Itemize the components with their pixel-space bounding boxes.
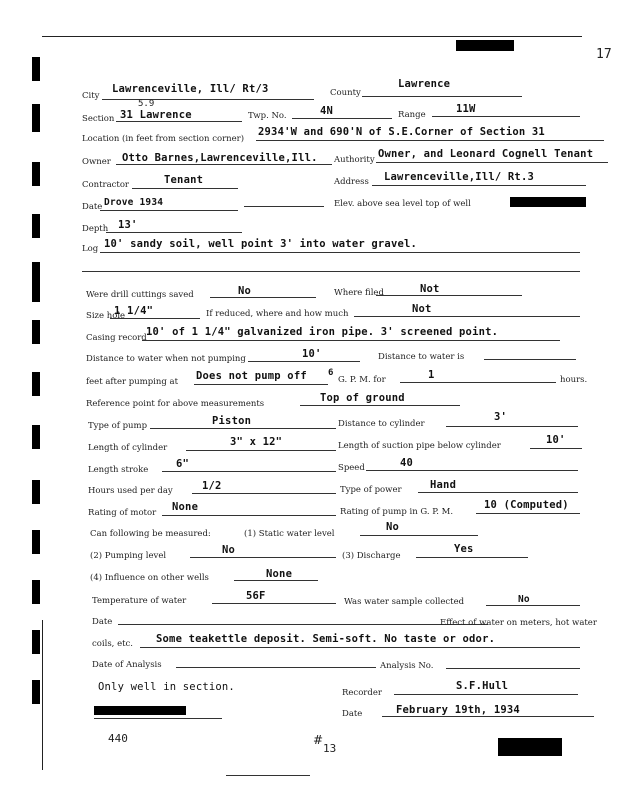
dist-water-is-line [484,359,576,360]
binding-mark [32,104,40,132]
binding-mark [32,57,40,81]
bottom-number: 13 [323,742,337,755]
type-pump-label: Type of pump [88,421,148,431]
drill-label: Were drill cuttings saved [86,290,194,300]
twp-label: Twp. No. [248,111,287,121]
power-value: Hand [430,479,457,491]
date-analysis-label: Date of Analysis [92,660,162,670]
left-edge-line [42,620,43,770]
top-rule [42,36,582,37]
speed-label: Speed [338,463,365,473]
size-hole-label: Size hole [86,311,126,321]
owner-value: Otto Barnes,Lawrenceville,Ill. [122,152,318,164]
size-hole-line [110,318,200,319]
sample-label: Was water sample collected [344,597,465,607]
date3-label: Date [342,709,363,719]
address-label: Address [334,177,369,187]
date2-line [118,624,488,625]
county-value: Lawrence [398,78,451,90]
pump-rating-label: Rating of pump in G. P. M. [340,507,454,517]
coils-line [140,647,580,648]
owner-line [116,164,332,165]
pumping-value: No [222,544,236,556]
len-cyl-line [186,450,336,451]
len-cyl-value: 3" x 12" [230,436,283,448]
depth-label: Depth [82,224,109,234]
casing-line [142,340,560,341]
binding-mark [32,320,40,344]
len-suction-label: Length of suction pipe below cylinder [338,441,501,451]
stroke-value: 6" [176,458,190,470]
motor-line [162,515,336,516]
static-label: (1) Static water level [244,529,335,539]
binding-mark [32,630,40,654]
binding-mark [32,530,40,554]
date2-label: Date [92,617,113,627]
section-value: 31 Lawrence [120,109,192,121]
feet-after-label: feet after pumping at [86,377,178,387]
type-pump-line [150,428,336,429]
reduced-label: If reduced, where and how much [206,309,349,319]
static-value: No [386,521,400,533]
authority-value: Owner, and Leonard Cognell Tenant [378,148,594,160]
where-filed-value: Not [420,283,440,295]
binding-mark [32,162,40,186]
binding-mark [32,480,40,504]
redaction-line [94,718,222,719]
hours-used-label: Hours used per day [88,486,173,496]
date-line-2 [244,206,324,207]
hours-used-line [192,493,336,494]
len-cyl-label: Length of cylinder [88,443,168,453]
log-value: 10' sandy soil, well point 3' into water gravel. [104,238,418,250]
feet-after-value: Does not pump off [196,370,307,382]
date-line [100,210,238,211]
location-label: Location (in feet from section corner) [82,134,245,144]
analysis-no-line [446,668,580,669]
can-measure-label: Can following be measured: [90,529,211,539]
dist-not-pumping-value: 10' [302,348,322,360]
bottom-left-number: 440 [108,732,128,745]
section-label: Section [82,114,115,124]
only-well-note: Only well in section. [98,681,235,693]
date-label: Date [82,202,103,212]
speed-value: 40 [400,457,414,469]
binding-mark [32,680,40,704]
dist-water-is-label: Distance to water is [378,352,465,362]
size-hole-value: 1 1/4" [114,305,154,317]
redaction-bottom-right [498,738,562,756]
len-suction-value: 10' [546,434,566,446]
bottom-dash [226,775,310,776]
stroke-line [162,471,336,472]
type-pump-value: Piston [212,415,252,427]
page-number: 17 [596,47,612,62]
contractor-value: Tenant [164,174,204,186]
pumping-line [190,557,336,558]
section-line [116,121,242,122]
temp-label: Temperature of water [92,596,187,606]
redaction-top [456,40,514,51]
reference-label: Reference point for above measurements [86,399,265,409]
recorder-value: S.F.Hull [456,680,509,692]
log-label: Log [82,244,99,254]
redaction-left [94,706,186,715]
recorder-label: Recorder [342,688,382,698]
section-annotation: 5.9 [138,99,155,109]
date3-line [382,716,594,717]
discharge-value: Yes [454,543,474,555]
speed-line [366,470,578,471]
date3-value: February 19th, 1934 [396,704,520,716]
county-line [362,96,522,97]
motor-value: None [172,501,199,513]
hours-used-value: 1/2 [202,480,222,492]
coils-label: coils, etc. [92,639,133,649]
dist-not-pumping-label: Distance to water when not pumping [86,354,246,364]
hours-label: hours. [560,375,588,385]
reduced-value: Not [412,303,432,315]
gpm-value: 1 [428,369,435,381]
where-filed-label: Where filed [334,288,384,298]
sample-value: No [518,594,530,605]
city-line [102,99,314,100]
binding-mark [32,262,40,302]
owner-label: Owner [82,157,111,167]
twp-line [292,118,392,119]
range-label: Range [398,110,426,120]
contractor-line [132,188,238,189]
elev-redaction [510,197,586,207]
date-analysis-line [176,667,376,668]
bottom-mark: # [313,733,324,747]
authority-label: Authority [334,155,375,165]
casing-value: 10' of 1 1/4" galvanized iron pipe. 3' screened point. [146,326,499,338]
log-line-2 [82,271,580,272]
drill-line [210,297,316,298]
where-filed-line [376,295,522,296]
binding-mark [32,372,40,396]
location-value: 2934'W and 690'N of S.E.Corner of Section 31 [258,126,545,138]
city-value: Lawrenceville, Ill/ Rt/3 [112,83,269,95]
dist-cyl-value: 3' [494,411,508,423]
temp-line [212,603,336,604]
binding-mark [32,425,40,449]
pump-rating-value: 10 (Computed) [484,499,569,511]
reference-line [300,405,460,406]
pump-rating-line [476,513,580,514]
elev-label: Elev. above sea level top of well [334,199,471,209]
pumping-label: (2) Pumping level [90,551,167,561]
coils-value: Some teakettle deposit. Semi-soft. No taste or odor. [156,633,496,645]
stroke-label: Length stroke [88,465,149,475]
log-line [100,252,580,253]
binding-mark [32,214,40,238]
casing-label: Casing record [86,333,147,343]
range-line [432,116,580,117]
effect-label: Effect of water on meters, hot water [440,618,597,628]
temp-value: 56F [246,590,266,602]
dist-cyl-line [446,426,578,427]
influence-label: (4) Influence on other wells [90,573,209,583]
date-value: Drove 1934 [104,197,164,208]
dist-cyl-label: Distance to cylinder [338,419,425,429]
gpm-prefix: 6 [328,368,334,378]
range-value: 11W [456,103,476,115]
depth-line [106,232,242,233]
sample-line [486,605,580,606]
reference-value: Top of ground [320,392,405,404]
motor-label: Rating of motor [88,508,157,518]
static-line [360,535,478,536]
county-label: County [330,88,361,98]
gpm-label: G. P. M. for [338,375,386,385]
discharge-label: (3) Discharge [342,551,401,561]
discharge-line [416,557,528,558]
recorder-line [394,694,578,695]
location-line [256,140,604,141]
depth-value: 13' [118,219,138,231]
len-suction-line [530,448,582,449]
gpm-line [400,382,556,383]
city-label: City [82,91,100,101]
influence-value: None [266,568,293,580]
authority-line [376,162,608,163]
address-line [372,185,586,186]
influence-line [234,580,318,581]
address-value: Lawrenceville,Ill/ Rt.3 [384,171,534,183]
binding-mark [32,580,40,604]
dist-not-pumping-line [248,361,360,362]
contractor-label: Contractor [82,180,129,190]
power-line [418,492,578,493]
reduced-line [354,316,580,317]
power-label: Type of power [340,485,402,495]
twp-value: 4N [320,105,334,117]
feet-after-line [194,384,328,385]
analysis-no-label: Analysis No. [380,661,434,671]
drill-value: No [238,285,252,297]
